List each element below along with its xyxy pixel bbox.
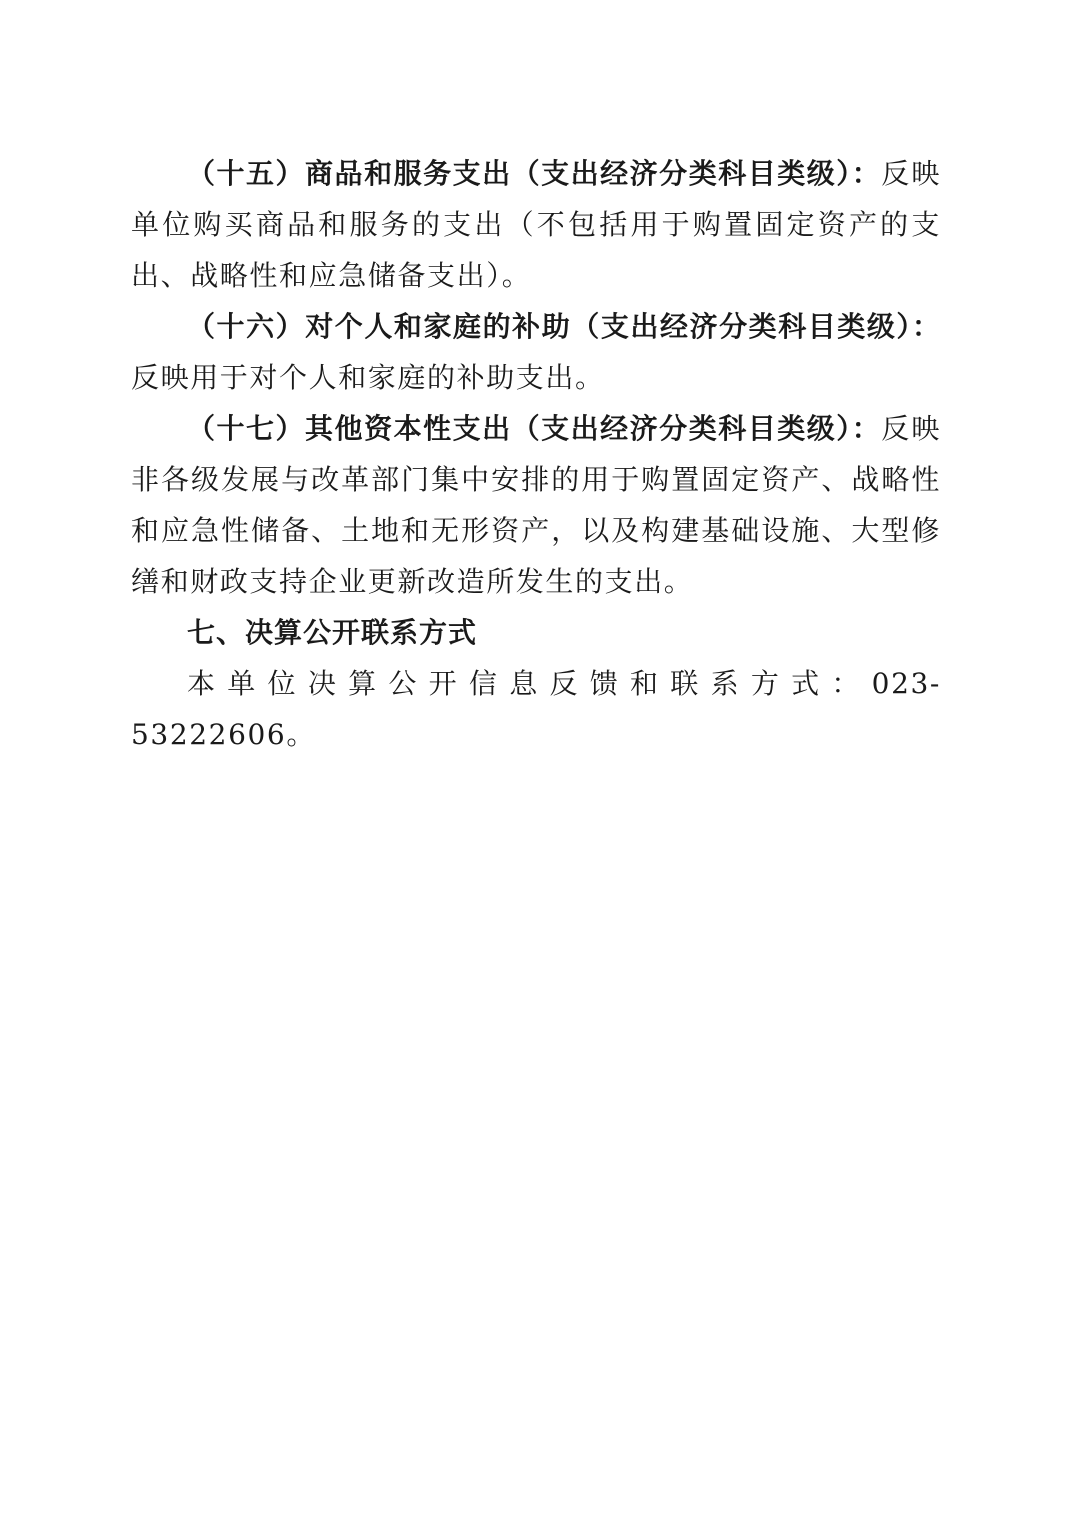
item-17-description: 反映非各级发展与改革部门集中安排的用于购置固定资产、战略性和应急性储备、土地和无形资产，以及构建基础设施、大型修缮和财政支持企业更新改造所发生的支出。 xyxy=(131,412,941,598)
item-15-description: 反映单位购买商品和服务的支出（不包括用于购置固定资产的支出、战略性和应急储备支出）。 xyxy=(131,157,941,292)
item-17-term: （十七）其他资本性支出（支出经济分类科目类级）： xyxy=(187,412,882,445)
item-15-term: （十五）商品和服务支出（支出经济分类科目类级）： xyxy=(187,157,882,190)
contact-paragraph: 本单位决算公开信息反馈和联系方式：023-53222606。 xyxy=(131,667,941,751)
item-16-description: 反映用于对个人和家庭的补助支出。 xyxy=(131,361,605,394)
item-15-paragraph xyxy=(131,148,941,301)
item-16-term: （十六）对个人和家庭的补助（支出经济分类科目类级）： xyxy=(187,310,941,343)
document-body xyxy=(131,148,941,760)
section-heading: 七、决算公开联系方式 xyxy=(187,616,478,649)
item-16-paragraph xyxy=(131,301,941,403)
item-17-paragraph xyxy=(131,403,941,607)
